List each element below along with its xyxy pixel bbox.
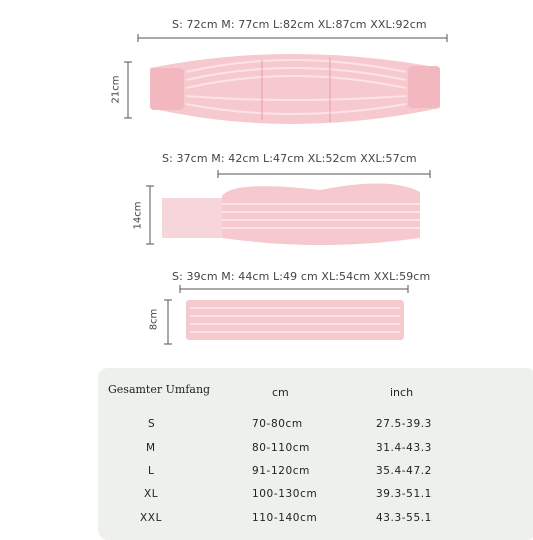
row-size: L <box>148 465 155 477</box>
belt3-sizes-label: S: 39cm M: 44cm L:49 cm XL:54cm XXL:59cm <box>172 270 431 283</box>
belt2-height-label: 14cm <box>132 201 144 230</box>
row-cm: 91-120cm <box>252 465 310 477</box>
belt2-sizes-label: S: 37cm M: 42cm L:47cm XL:52cm XXL:57cm <box>162 152 417 165</box>
row-cm: 100-130cm <box>252 488 318 500</box>
belt3-image <box>186 300 404 340</box>
row-size: XL <box>144 488 159 500</box>
belt1-height-line <box>124 62 132 118</box>
belt2-height-line <box>146 186 154 244</box>
row-cm: 70-80cm <box>252 418 303 430</box>
row-size: M <box>146 442 156 454</box>
belt1-sizes-label: S: 72cm M: 77cm L:82cm XL:87cm XXL:92cm <box>172 18 427 31</box>
row-size: XXL <box>140 512 163 524</box>
row-cm: 110-140cm <box>252 512 318 524</box>
belt2-width-line <box>218 170 430 178</box>
header-cm: cm <box>272 386 289 399</box>
belt1-height-label: 21cm <box>110 75 122 104</box>
row-cm: 80-110cm <box>252 442 310 454</box>
belt3-width-line <box>180 285 408 293</box>
belt2-image <box>162 183 420 245</box>
row-inch: 27.5-39.3 <box>376 418 432 430</box>
row-inch: 35.4-47.2 <box>376 465 432 477</box>
row-inch: 39.3-51.1 <box>376 488 432 500</box>
belt3-height-label: 8cm <box>148 308 160 331</box>
row-inch: 31.4-43.3 <box>376 442 432 454</box>
belt1-width-line <box>138 34 447 42</box>
belt1-image <box>150 54 440 124</box>
row-inch: 43.3-55.1 <box>376 512 432 524</box>
header-total-circumference: Gesamter Umfang <box>108 383 211 396</box>
row-size: S <box>148 418 156 430</box>
header-inch: inch <box>390 386 414 399</box>
belt3-height-line <box>164 300 172 344</box>
